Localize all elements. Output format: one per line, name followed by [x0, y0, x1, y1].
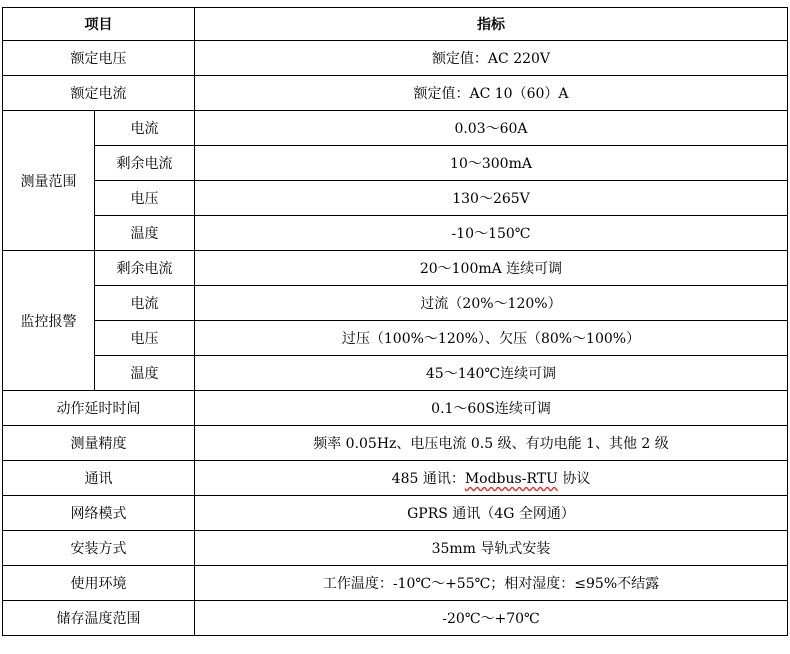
header-item: 项目 [3, 8, 195, 41]
table-row [3, 251, 788, 286]
sub-value: -10～150℃ [195, 216, 788, 251]
table-row [3, 41, 788, 76]
install-label: 安装方式 [3, 531, 195, 566]
environment-value: 工作温度：-10℃～+55℃；相对湿度：≤95%不结露 [195, 566, 788, 601]
table-row [3, 356, 788, 391]
table-row [3, 601, 788, 636]
network-label: 网络模式 [3, 496, 195, 531]
measure-range-label: 测量范围 [3, 111, 95, 251]
spec-table [2, 7, 788, 636]
rated-current-label: 额定电流 [3, 76, 195, 111]
rated-voltage-label: 额定电压 [3, 41, 195, 76]
sub-value: 0.03～60A [195, 111, 788, 146]
table-row [3, 181, 788, 216]
rated-voltage-value: 额定值：AC 220V [195, 41, 788, 76]
storage-value: -20℃～+70℃ [195, 601, 788, 636]
sub-value: 20～100mA 连续可调 [195, 251, 788, 286]
action-delay-label: 动作延时时间 [3, 391, 195, 426]
comm-prefix: 485 通讯： [391, 471, 465, 487]
accuracy-value: 频率 0.05Hz、电压电流 0.5 级、有功电能 1、其他 2 级 [195, 426, 788, 461]
accuracy-label: 测量精度 [3, 426, 195, 461]
sub-label: 电压 [95, 321, 195, 356]
comm-label: 通讯 [3, 461, 195, 496]
sub-value: 45～140℃连续可调 [195, 356, 788, 391]
action-delay-value: 0.1～60S连续可调 [195, 391, 788, 426]
table-row [3, 496, 788, 531]
header-row [3, 8, 788, 41]
sub-label: 剩余电流 [95, 146, 195, 181]
table-row [3, 566, 788, 601]
alarm-label: 监控报警 [3, 251, 95, 391]
comm-value [195, 461, 788, 496]
table-row [3, 531, 788, 566]
table-row [3, 286, 788, 321]
table-row [3, 391, 788, 426]
table-row [3, 111, 788, 146]
table-row [3, 461, 788, 496]
sub-label: 剩余电流 [95, 251, 195, 286]
sub-label: 电流 [95, 286, 195, 321]
table-row [3, 76, 788, 111]
sub-value: 130～265V [195, 181, 788, 216]
sub-label: 温度 [95, 356, 195, 391]
rated-current-value: 额定值：AC 10（60）A [195, 76, 788, 111]
table-row [3, 426, 788, 461]
table-row [3, 216, 788, 251]
sub-value: 10～300mA [195, 146, 788, 181]
table-row [3, 321, 788, 356]
header-spec: 指标 [195, 8, 788, 41]
comm-suffix: 协议 [557, 471, 591, 487]
table-row [3, 146, 788, 181]
comm-protocol: Modbus-RTU [464, 471, 558, 487]
sub-label: 电流 [95, 111, 195, 146]
sub-value: 过压（100%～120%）、欠压（80%～100%） [195, 321, 788, 356]
sub-value: 过流（20%～120%） [195, 286, 788, 321]
sub-label: 电压 [95, 181, 195, 216]
sub-label: 温度 [95, 216, 195, 251]
network-value: GPRS 通讯（4G 全网通） [195, 496, 788, 531]
install-value: 35mm 导轨式安装 [195, 531, 788, 566]
environment-label: 使用环境 [3, 566, 195, 601]
storage-label: 储存温度范围 [3, 601, 195, 636]
